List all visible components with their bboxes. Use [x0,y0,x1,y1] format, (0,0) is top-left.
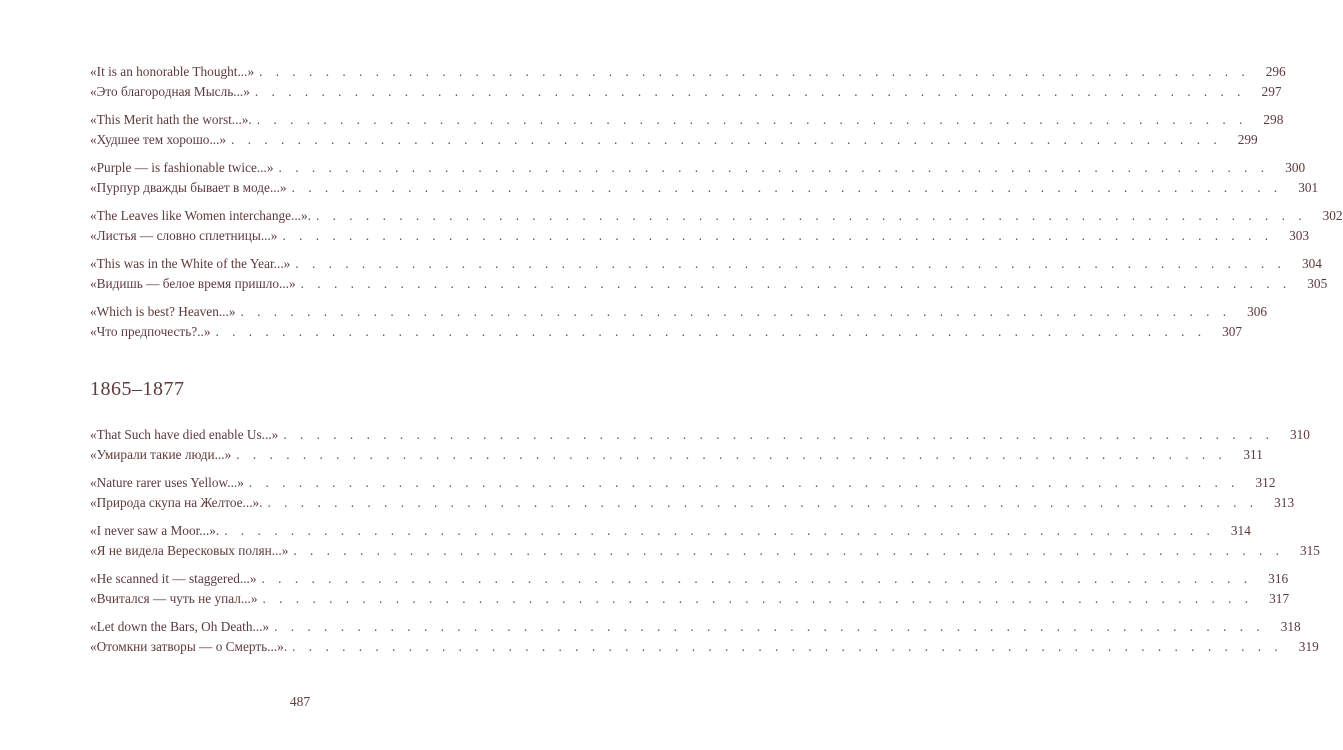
toc-entry-title: «Let down the Bars, Oh Death...» [90,619,270,634]
toc-entry-page: 296 [1265,64,1286,79]
toc-entry-page: 316 [1268,571,1289,586]
toc-entry-title: «Which is best? Heaven...» [90,304,236,319]
toc-entry [90,323,1243,341]
toc-entry-title: «Листья — словно сплетницы...» [90,228,278,243]
toc-entry-title: «I never saw a Moor...». [90,523,220,538]
toc-entry-page: 306 [1247,304,1268,319]
toc-entry [90,570,1289,588]
toc-entry-page: 302 [1322,208,1343,223]
toc-entry [90,426,1310,444]
dot-leader: . . . . . . . . . . . . . . . . . . . . . . . . . . . . . . . . . . . . . . . . . . . . . . . . . . . . . . . . . . . . [295,256,1286,271]
dot-leader: . . . . . . . . . . . . . . . . . . . . . . . . . . . . . . . . . . . . . . . . . . . . . . . . . . . . . . . . . . . . [224,523,1215,538]
toc-entry-title: «Видишь — белое время пришло...» [90,276,296,291]
dot-leader: . . . . . . . . . . . . . . . . . . . . . . . . . . . . . . . . . . . . . . . . . . . . . . . . . . . . . . . . . . . . [274,619,1265,634]
dot-leader: . . . . . . . . . . . . . . . . . . . . . . . . . . . . . . . . . . . . . . . . . . . . . . . . . . . . . . . . . . . . [231,132,1222,147]
toc-entry [90,63,1286,81]
toc-entry-title: «This was in the White of the Year...» [90,256,291,271]
dot-leader: . . . . . . . . . . . . . . . . . . . . . . . . . . . . . . . . . . . . . . . . . . . . . . . . . . . . . . . . . . . . [292,639,1283,654]
dot-leader: . . . . . . . . . . . . . . . . . . . . . . . . . . . . . . . . . . . . . . . . . . . . . . . . . . . . . . . . . . . . [261,571,1253,586]
toc-entry-page: 307 [1222,324,1243,339]
toc-entry [90,83,1282,101]
toc-entry [90,275,1328,293]
toc-entry-page: 318 [1280,619,1301,634]
toc-entry [90,179,1319,197]
toc-entry-title: «He scanned it — staggered...» [90,571,257,586]
dot-leader: . . . . . . . . . . . . . . . . . . . . . . . . . . . . . . . . . . . . . . . . . . . . . . . . . . . . . . . . . . . . [282,228,1274,243]
toc-entry-title: «Отомкни затворы — о Смерть...». [90,639,288,654]
toc-entry-title: «Purple — is fashionable twice...» [90,160,274,175]
toc-entry-page: 300 [1285,160,1306,175]
toc-entry-title: «This Merit hath the worst...». [90,112,252,127]
toc-entry-page: 319 [1298,639,1319,654]
dot-leader: . . . . . . . . . . . . . . . . . . . . . . . . . . . . . . . . . . . . . . . . . . . . . . . . . . . . . . . . . . . . [293,543,1284,558]
toc-entry [90,618,1301,636]
toc-entry [90,522,1251,540]
toc-entry-title: «Nature rarer uses Yellow...» [90,475,244,490]
dot-leader: . . . . . . . . . . . . . . . . . . . . . . . . . . . . . . . . . . . . . . . . . . . . . . . . . . . . . . . . . . . . [254,84,1246,99]
toc-entry [90,255,1322,273]
toc-entry-title: «It is an honorable Thought...» [90,64,255,79]
toc-entry-page: 304 [1301,256,1322,271]
toc-entry [90,111,1284,129]
dot-leader: . . . . . . . . . . . . . . . . . . . . . . . . . . . . . . . . . . . . . . . . . . . . . . . . . . . . . . . . . . . . [300,276,1292,291]
toc-entry [90,542,1320,560]
toc-entry-title: «The Leaves like Women interchange...». [90,208,311,223]
toc-entry-page: 303 [1289,228,1310,243]
toc-entry-page: 317 [1269,591,1290,606]
toc-entry-title: «Умирали такие люди...» [90,447,232,462]
dot-leader: . . . . . . . . . . . . . . . . . . . . . . . . . . . . . . . . . . . . . . . . . . . . . . . . . . . . . . . . . . . . [259,64,1250,79]
toc-entry [90,590,1290,608]
toc-entry-page: 312 [1255,475,1276,490]
toc-entry-page: 297 [1261,84,1282,99]
toc-entry-title: «Природа скупа на Желтое...». [90,495,263,510]
toc-entry [90,494,1295,512]
dot-leader: . . . . . . . . . . . . . . . . . . . . . . . . . . . . . . . . . . . . . . . . . . . . . . . . . . . . . . . . . . . . [267,495,1259,510]
toc-entry-title: «Пурпур дважды бывает в моде...» [90,180,287,195]
toc-entry-page: 305 [1307,276,1328,291]
toc-entry-title: «Вчитался — чуть не упал...» [90,591,258,606]
toc-entry-title: «Что предпочесть?..» [90,324,211,339]
dot-leader: . . . . . . . . . . . . . . . . . . . . . . . . . . . . . . . . . . . . . . . . . . . . . . . . . . . . . . . . . . . . [240,304,1232,319]
toc-entry-page: 314 [1230,523,1251,538]
toc-entry-page: 299 [1237,132,1258,147]
dot-leader: . . . . . . . . . . . . . . . . . . . . . . . . . . . . . . . . . . . . . . . . . . . . . . . . . . . . . . . . . . . . [248,475,1240,490]
toc-entry-page: 313 [1274,495,1295,510]
toc-entry-title: «Это благородная Мысль...» [90,84,250,99]
dot-leader: . . . . . . . . . . . . . . . . . . . . . . . . . . . . . . . . . . . . . . . . . . . . . . . . . . . . . . . . . . . . [236,447,1227,462]
toc-entry [90,207,1343,225]
toc-entry [90,159,1306,177]
dot-leader: . . . . . . . . . . . . . . . . . . . . . . . . . . . . . . . . . . . . . . . . . . . . . . . . . . . . . . . . . . . . [262,591,1254,606]
toc-entry-page: 298 [1263,112,1284,127]
dot-leader: . . . . . . . . . . . . . . . . . . . . . . . . . . . . . . . . . . . . . . . . . . . . . . . . . . . . . . . . . . . . [291,180,1283,195]
toc-entry [90,474,1276,492]
toc-entry-title: «That Such have died enable Us...» [90,427,279,442]
dot-leader: . . . . . . . . . . . . . . . . . . . . . . . . . . . . . . . . . . . . . . . . . . . . . . . . . . . . . . . . . . . . [315,208,1307,223]
toc-entry [90,446,1263,464]
toc-entry-page: 301 [1298,180,1319,195]
toc-entry [90,131,1258,149]
toc-entry-page: 311 [1243,447,1263,462]
dot-leader: . . . . . . . . . . . . . . . . . . . . . . . . . . . . . . . . . . . . . . . . . . . . . . . . . . . . . . . . . . . . [256,112,1248,127]
toc-entry [90,227,1310,245]
toc-entry [90,638,1319,656]
dot-leader: . . . . . . . . . . . . . . . . . . . . . . . . . . . . . . . . . . . . . . . . . . . . . . . . . . . . . . . . . . . . [215,324,1207,339]
dot-leader: . . . . . . . . . . . . . . . . . . . . . . . . . . . . . . . . . . . . . . . . . . . . . . . . . . . . . . . . . . . . [283,427,1274,442]
toc-entry [90,303,1268,321]
toc-entry-page: 310 [1289,427,1310,442]
toc-entry-page: 315 [1300,543,1320,558]
page-number: 487 [289,694,311,709]
dot-leader: . . . . . . . . . . . . . . . . . . . . . . . . . . . . . . . . . . . . . . . . . . . . . . . . . . . . . . . . . . . . [278,160,1270,175]
toc-entry-title: «Худшее тем хорошо...» [90,132,227,147]
toc-entry-title: «Я не видела Вересковых полян...» [90,543,289,558]
section-heading-1865-1877: 1865–1877 [90,378,185,400]
